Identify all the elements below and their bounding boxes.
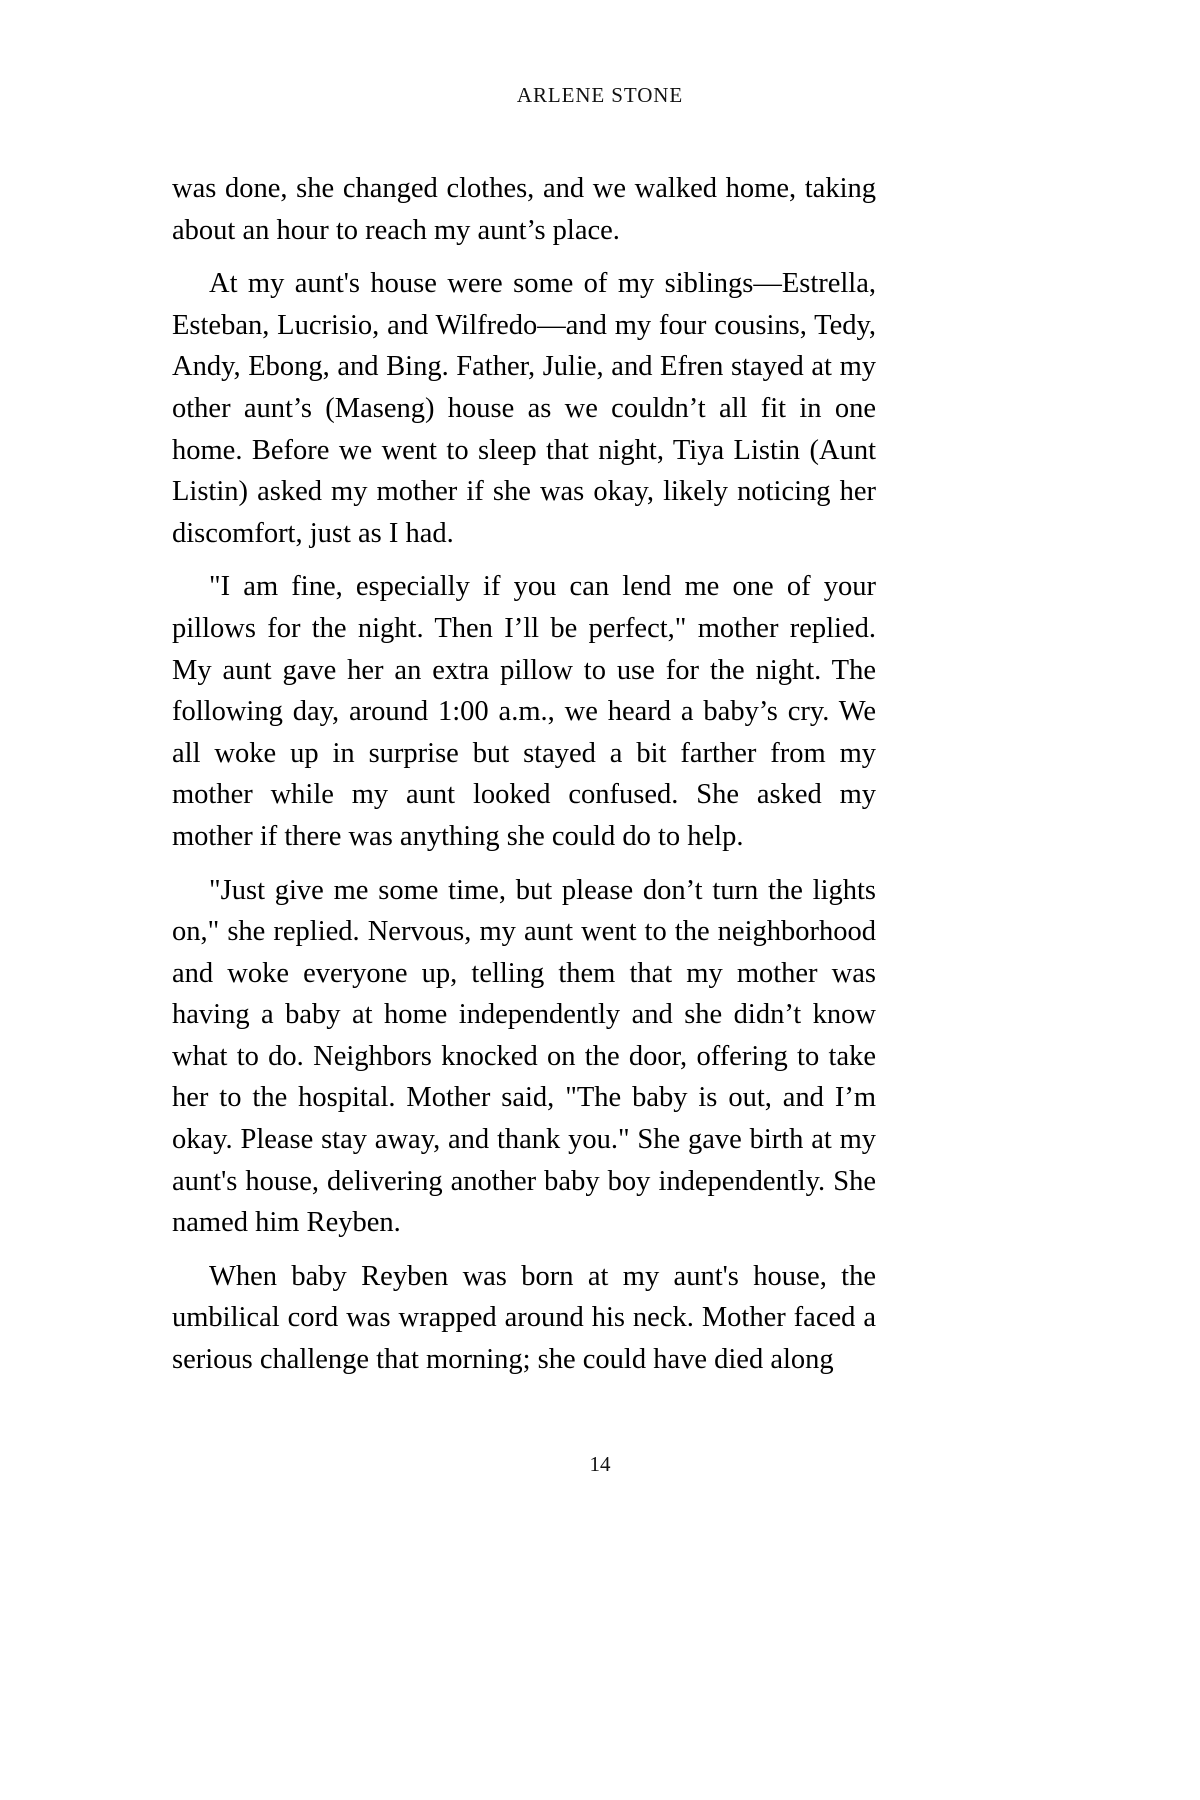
paragraph: was done, she changed clothes, and we walked home, taking about an hour to reach my aunt’s place.: [172, 173, 876, 246]
paragraph: At my aunt's house were some of my siblings—Estrella, Esteban, Lucrisio, and Wilfredo—and my four cousins, Tedy, Andy, Ebong, and Bing. Father, Julie, and Efren stayed at my other aunt’s (Maseng) house as we couldn’t all fit in one home. Before we went to sleep that night, Tiya Listin (Aunt Listin) asked my mother if she was okay, likely noticing her discomfort, just as I had.: [172, 268, 876, 549]
body-text-block: [172, 168, 876, 1381]
page-number: 14: [589, 1452, 611, 1476]
running-head: ARLENE STONE: [516, 83, 684, 107]
paragraph: "I am fine, especially if you can lend me one of your pillows for the night. Then I’ll be perfect," mother replied. My aunt gave her an extra pillow to use for the night. The following day, around 1:00 a.m., we heard a baby’s cry. We all woke up in surprise but stayed a bit farther from my mother while my aunt looked confused. She asked my mother if there was anything she could do to help.: [172, 571, 876, 852]
paragraph: When baby Reyben was born at my aunt's house, the umbilical cord was wrapped around his neck. Mother faced a serious challenge that morning; she could have died along: [172, 1260, 876, 1376]
paragraph: "Just give me some time, but please don’t turn the lights on," she replied. Nervous, my aunt went to the neighborhood and woke everyone up, telling them that my mother was having a baby at home independently and she didn’t know what to do. Neighbors knocked on the door, offering to take her to the hospital. Mother said, "The baby is out, and I’m okay. Please stay away, and thank you." She gave birth at my aunt's house, delivering another baby boy independently. She named him Reyben.: [172, 874, 876, 1239]
